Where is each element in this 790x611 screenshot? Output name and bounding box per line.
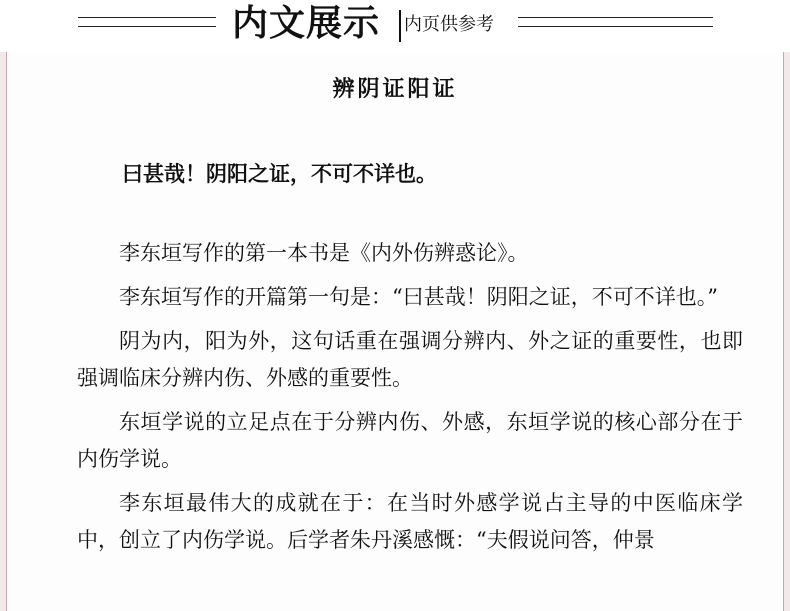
book-page [7,52,783,611]
section-heading: 辨阴证阳证 [332,77,458,102]
header-rule-right-bottom [518,26,713,27]
paragraph: 李东垣写作的开篇第一句是：“曰甚哉！阴阳之证，不可不详也。” [119,285,718,309]
paragraph: 阴为内，阳为外，这句话重在强调分辨内、外之证的重要性，也即强调临床分辨内伤、外感的重要性。 [77,329,743,390]
paragraph: 李东垣写作的第一本书是《内外伤辨惑论》。 [119,241,529,265]
header-rule-right-top [518,17,713,18]
right-border [783,0,790,611]
header-banner [0,0,790,52]
header-subtitle: 内页供参考 [404,14,494,35]
header-rule-left-top [78,17,216,18]
paragraph: 李东垣最伟大的成就在于：在当时外感学说占主导的中医临床学中，创立了内伤学说。后学者朱丹溪感慨：“夫假说问答，仲景 [77,491,743,552]
section-quote: 曰甚哉！阴阳之证，不可不详也。 [122,162,437,186]
title-separator [399,10,401,42]
left-border [0,0,7,611]
header-title: 内文展示 [232,3,381,44]
header-rule-left-bottom [78,26,216,27]
paragraph: 东垣学说的立足点在于分辨内伤、外感，东垣学说的核心部分在于内伤学说。 [77,410,743,471]
body-text [77,235,743,559]
